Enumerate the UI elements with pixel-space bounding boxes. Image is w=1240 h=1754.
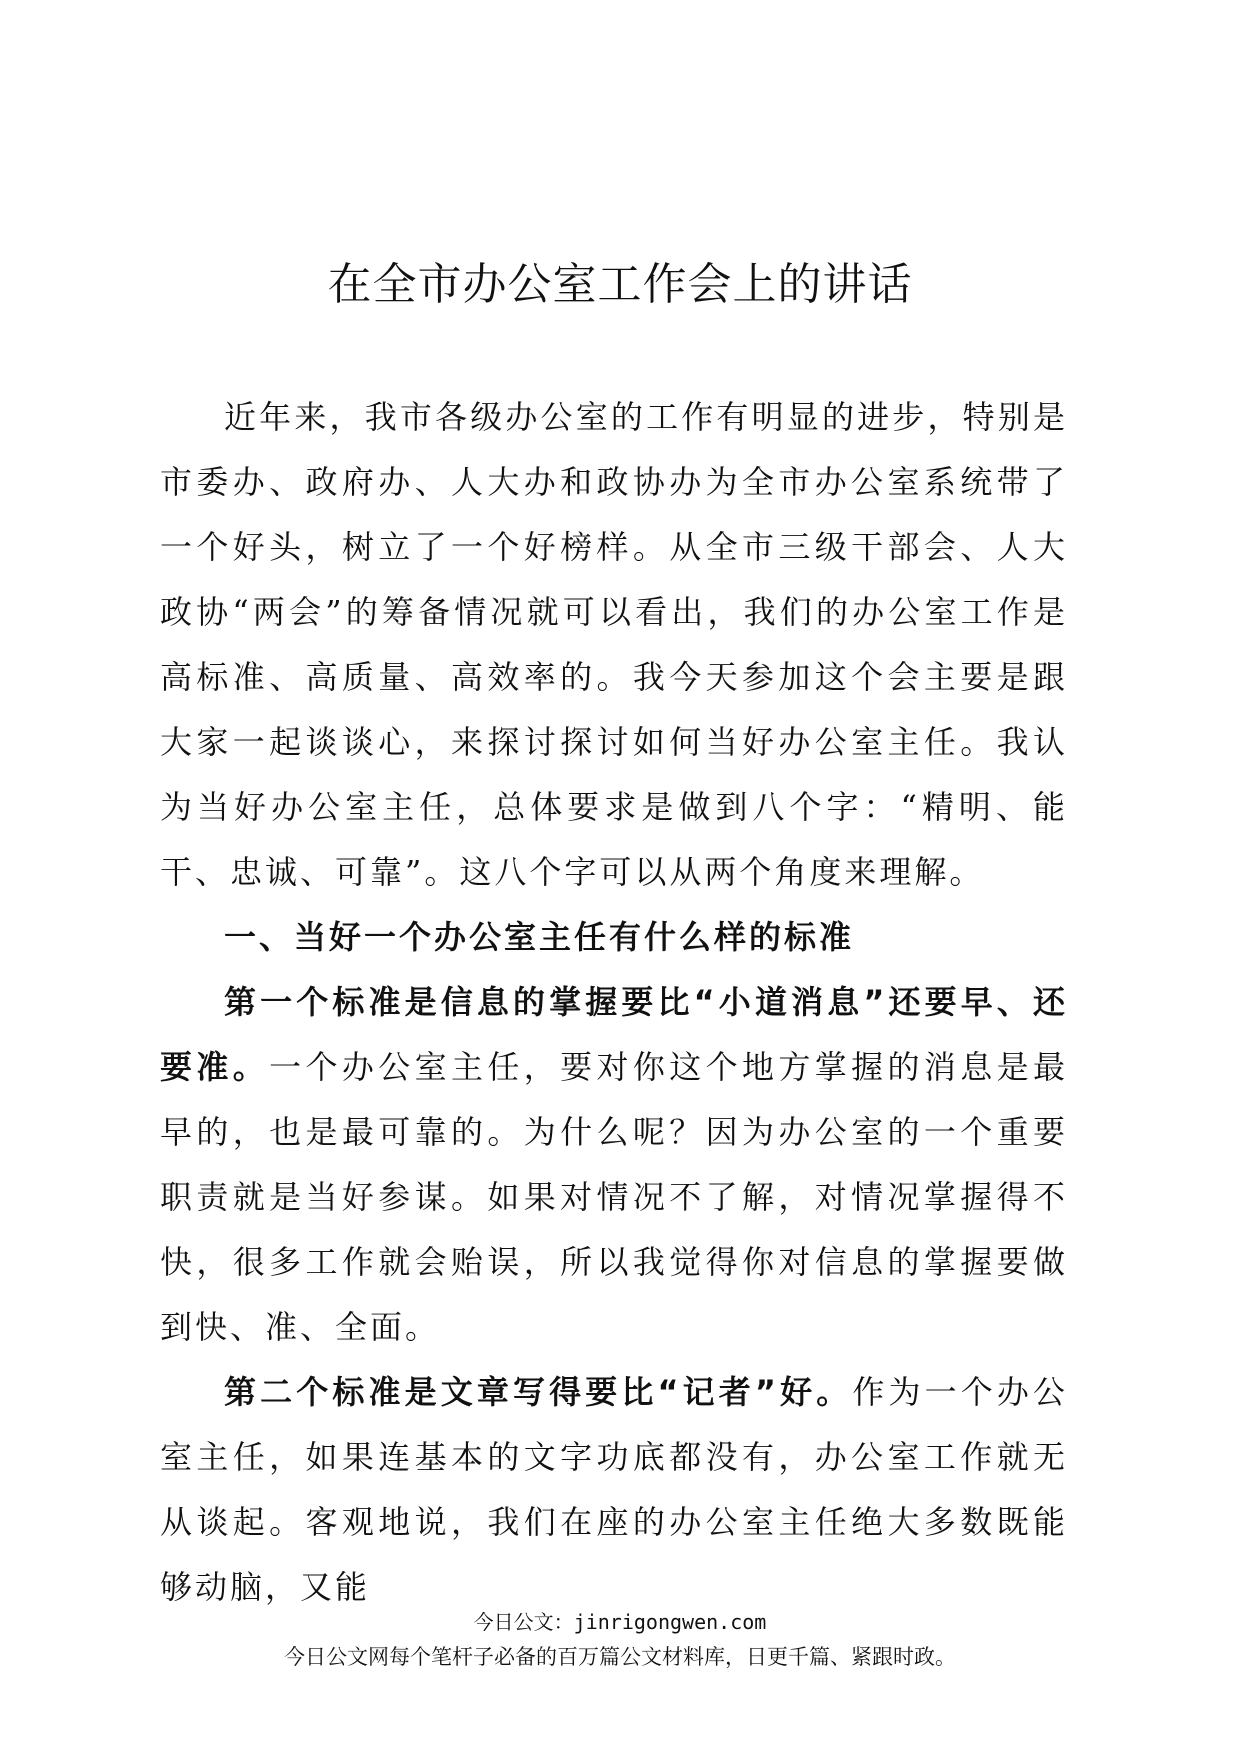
footer-site-url[interactable]: jinrigongwen.com [573,1610,767,1634]
standard-2-text: 作为一个办公室主任，如果连基本的文字功底都没有，办公室工作就无从谈起。客观地说，我们在座的办公室主任绝大多数既能够动脑，又能 [160,1373,1068,1606]
document-body [160,385,1068,1620]
document-title: 在全市办公室工作会上的讲话 [327,259,913,310]
standard-1-paragraph [160,970,1068,1360]
footer-tagline: 今日公文网每个笔杆子必备的百万篇公文材料库，日更千篇、紧跟时政。 [284,1645,956,1669]
standard-1-lead: 第一个标准是信息的掌握要比“小道消息”还要早、还要准。 [160,983,1068,1086]
section-heading-1: 一、当好一个办公室主任有什么样的标准 [224,918,855,956]
footer-site-label: 今日公文： [473,1610,574,1634]
intro-paragraph: 近年来，我市各级办公室的工作有明显的进步，特别是市委办、政府办、人大办和政协办为全市办公室系统带了一个好头，树立了一个好榜样。从全市三级干部会、人大政协“两会”的筹备情况就可以看出，我们的办公室工作是高标准、高质量、高效率的。我今天参加这个会主要是跟大家一起谈谈心，来探讨探讨如何当好办公室主任。我认为当好办公室主任，总体要求是做到八个字：“精明、能干、忠诚、可靠”。这八个字可以从两个角度来理解。 [160,398,1068,891]
standard-1-text: 一个办公室主任，要对你这个地方掌握的消息是最早的，也是最可靠的。为什么呢？因为办公室的一个重要职责就是当好参谋。如果对情况不了解，对情况掌握得不快，很多工作就会贻误，所以我觉得你对信息的掌握要做到快、准、全面。 [160,1048,1068,1346]
footer-site-line [0,1606,1240,1635]
standard-2-paragraph [160,1360,1068,1620]
standard-2-lead: 第二个标准是文章写得要比“记者”好。 [224,1373,853,1411]
